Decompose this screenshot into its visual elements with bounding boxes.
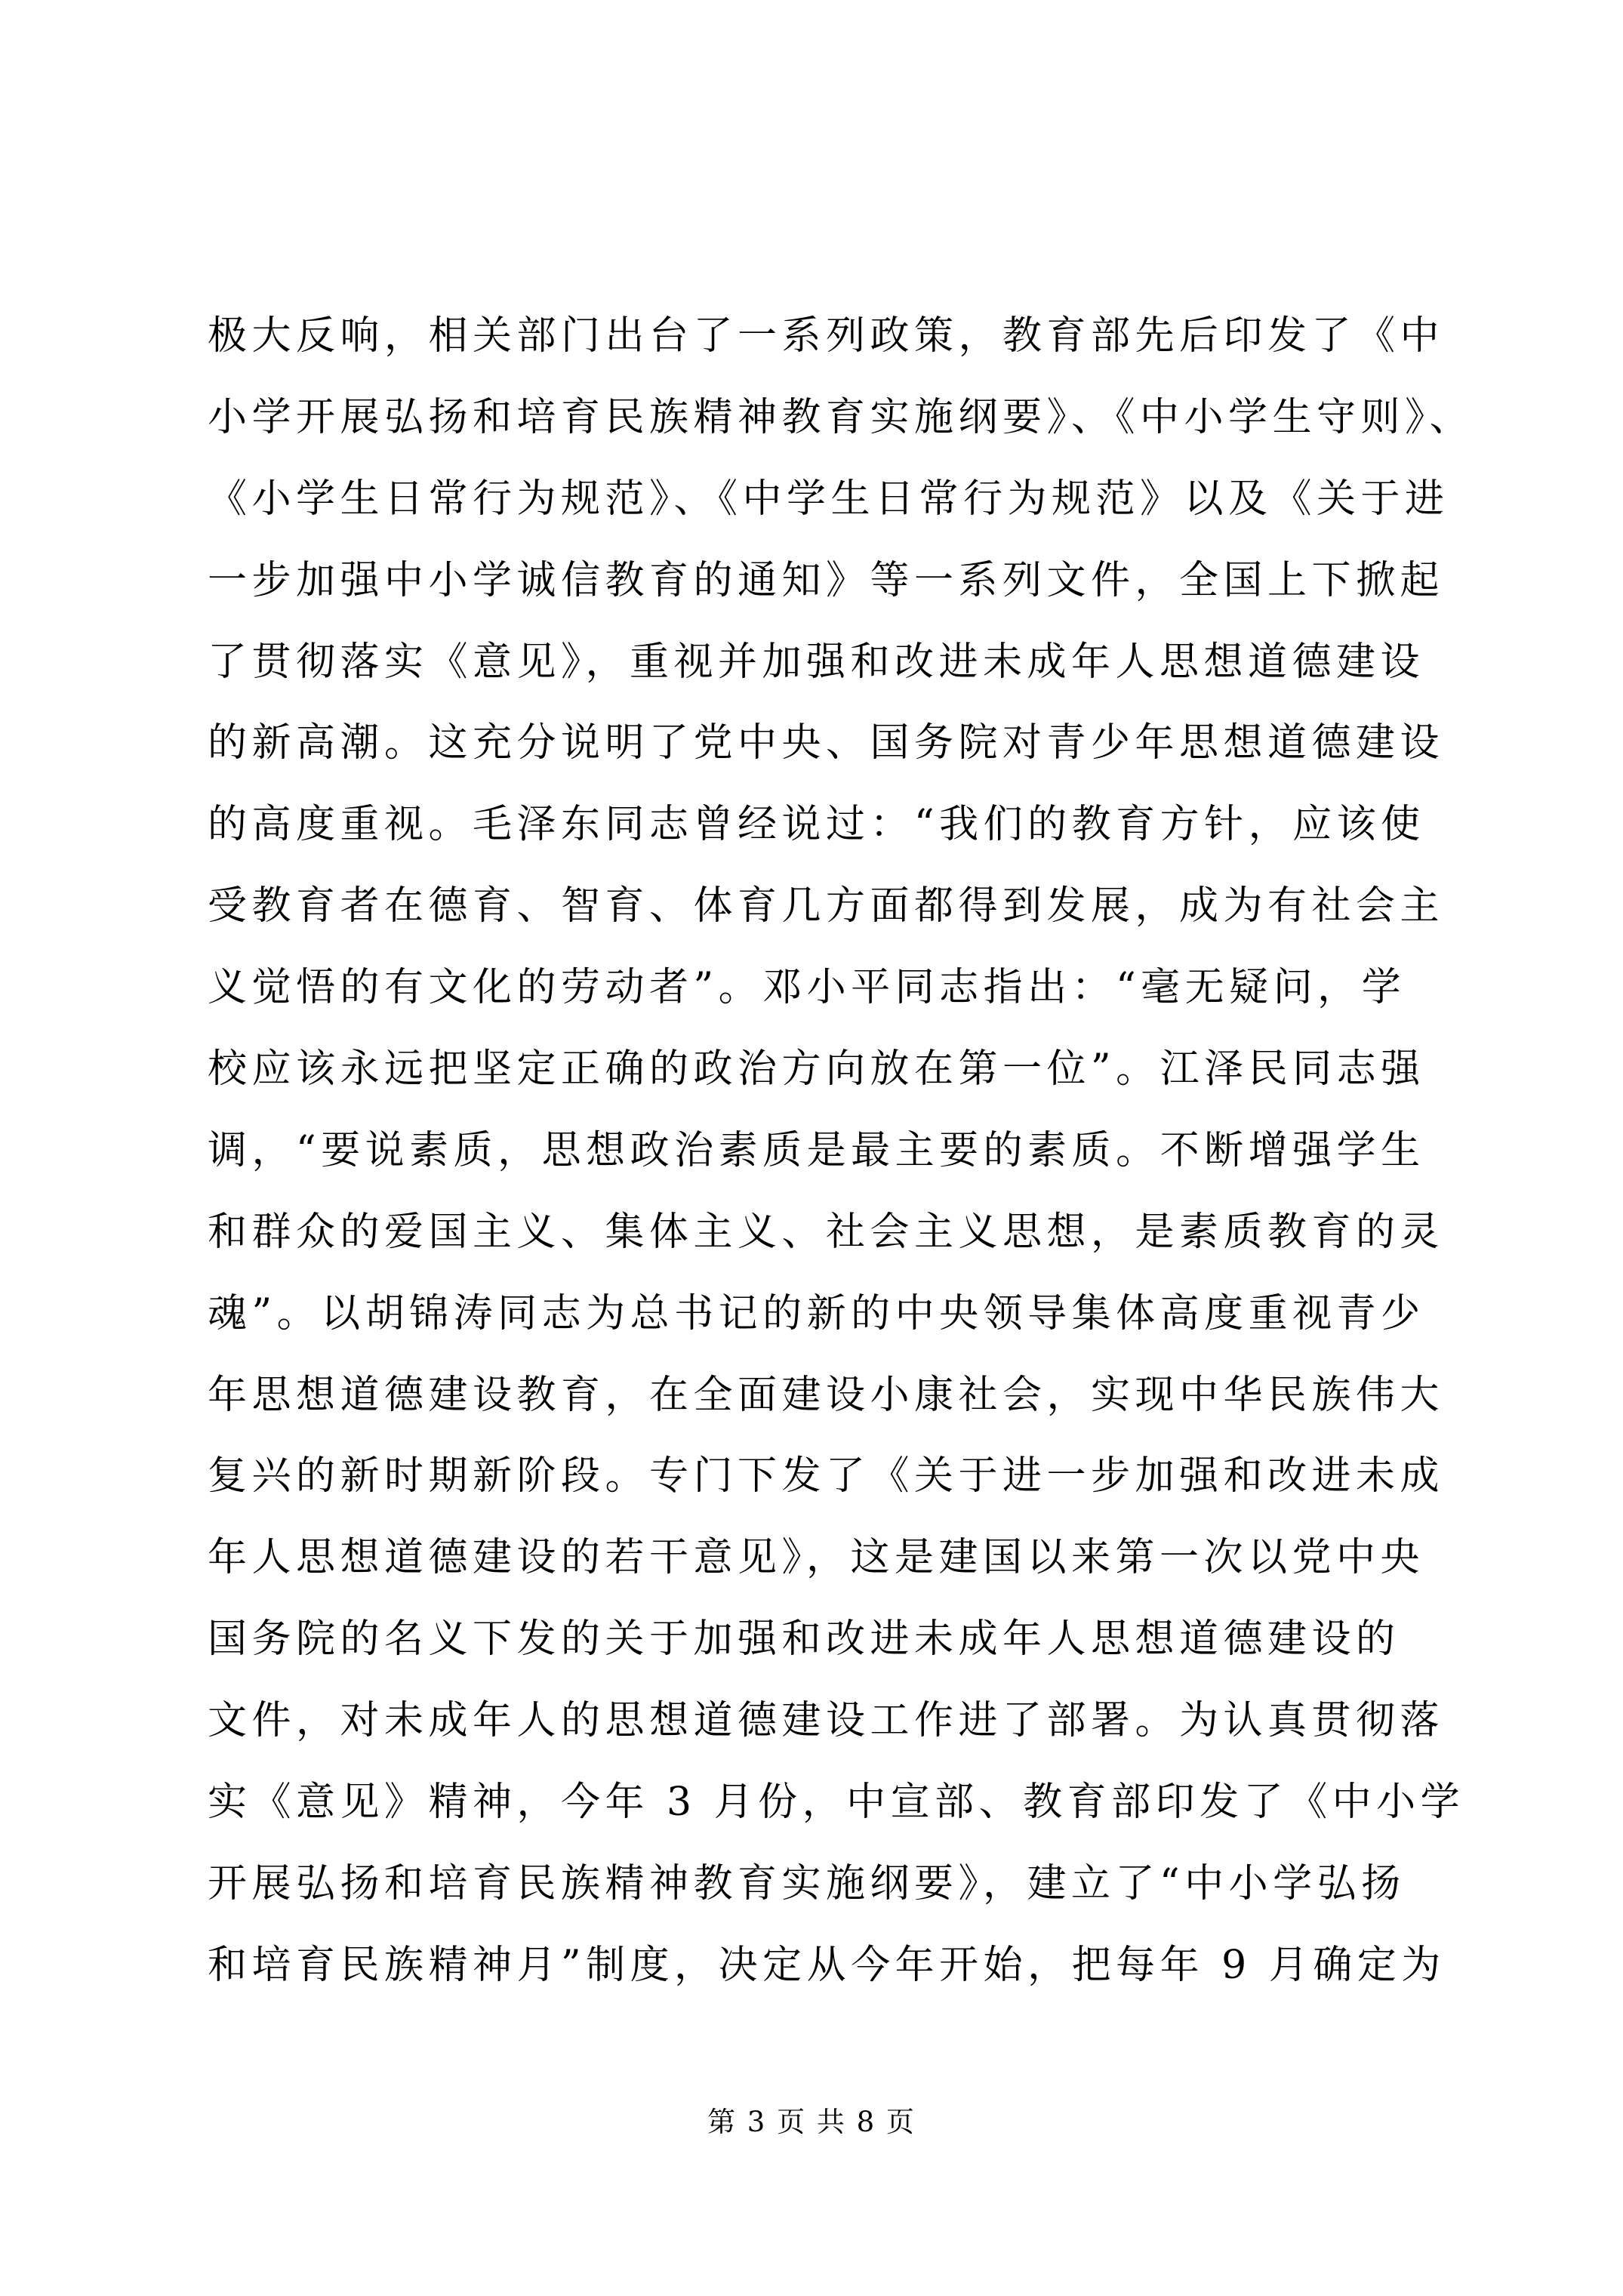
- text-line: 文件，对未成年人的思想道德建设工作进了部署。为认真贯彻落: [208, 1698, 1445, 1744]
- text-line: 校应该永远把坚定正确的政治方向放在第一位”。江泽民同志强: [208, 1046, 1425, 1093]
- page-footer: [0, 2099, 1623, 2140]
- text-line: 的高度重视。毛泽东同志曾经说过：“我们的教育方针，应该使: [208, 802, 1425, 848]
- text-line: 的新高潮。这充分说明了党中央、国务院对青少年思想道德建设: [208, 720, 1445, 766]
- text-line: 一步加强中小学诚信教育的通知》等一系列文件，全国上下掀起: [208, 557, 1445, 603]
- text-line: 实《意见》精神，今年 3 月份，中宣部、教育部印发了《中小学: [208, 1780, 1465, 1826]
- text-line: 极大反响，相关部门出台了一系列政策，教育部先后印发了《中: [208, 313, 1445, 359]
- text-line: 《小学生日常行为规范》、《中学生日常行为规范》以及《关于进: [208, 476, 1449, 522]
- text-line: 调，“要说素质，思想政治素质是最主要的素质。不断增强学生: [208, 1127, 1425, 1173]
- text-line: 受教育者在德育、智育、体育几方面都得到发展，成为有社会主: [208, 883, 1445, 929]
- text-line: 开展弘扬和培育民族精神教育实施纲要》，建立了“中小学弘扬: [208, 1860, 1406, 1906]
- text-line: 小学开展弘扬和培育民族精神教育实施纲要》、《中小学生守则》、: [208, 394, 1474, 440]
- body-text: [208, 296, 1474, 2007]
- text-line: 国务院的名义下发的关于加强和改进未成年人思想道德建设的: [208, 1616, 1400, 1663]
- text-line: 魂”。以胡锦涛同志为总书记的新的中央领导集体高度重视青少: [208, 1290, 1425, 1336]
- text-line: 和群众的爱国主义、集体主义、社会主义思想，是素质教育的灵: [208, 1209, 1445, 1255]
- text-line: 年人思想道德建设的若干意见》，这是建国以来第一次以党中央: [208, 1535, 1425, 1581]
- text-line: 了贯彻落实《意见》，重视并加强和改进未成年人思想道德建设: [208, 639, 1425, 685]
- text-line: 和培育民族精神月”制度，决定从今年开始，把每年 9 月确定为: [208, 1942, 1446, 1988]
- text-line: 年思想道德建设教育，在全面建设小康社会，实现中华民族伟大: [208, 1372, 1445, 1418]
- text-line: 复兴的新时期新阶段。专门下发了《关于进一步加强和改进未成: [208, 1453, 1445, 1499]
- page-number-label: 第 3 页 共 8 页: [707, 2106, 916, 2138]
- text-line: 义觉悟的有文化的劳动者”。邓小平同志指出：“毫无疑问，学: [208, 965, 1406, 1011]
